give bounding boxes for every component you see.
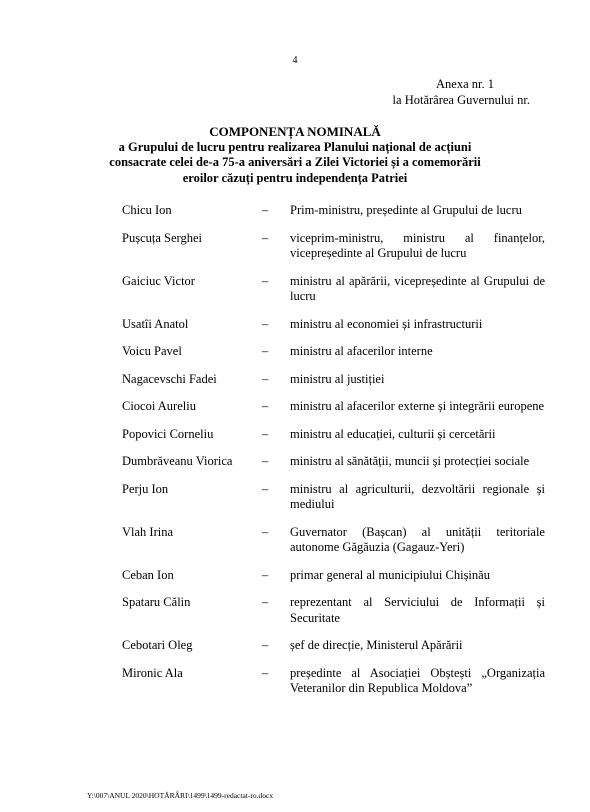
member-dash: – xyxy=(262,371,269,386)
member-row xyxy=(122,231,546,262)
member-dash: – xyxy=(262,638,269,652)
member-row xyxy=(122,399,546,415)
heading-line-2: consacrate celei de-a 75-a aniversări a Zilei Victoriei și a comemorării xyxy=(109,155,481,169)
member-dash: – xyxy=(262,567,269,582)
member-name: Vlah Irina xyxy=(122,524,174,539)
member-role: șef de direcție, Ministerul Apărării xyxy=(290,638,463,652)
member-dash: – xyxy=(262,595,269,609)
member-dash: – xyxy=(262,426,269,441)
member-row xyxy=(122,372,546,388)
member-row xyxy=(122,482,546,513)
member-row xyxy=(122,274,546,305)
member-name: Spataru Călin xyxy=(122,595,191,609)
member-role: ministru al apărării, vicepreședinte al Grupului de lucru xyxy=(290,273,545,303)
member-name: Popovici Corneliu xyxy=(122,426,214,441)
member-role: ministru al justiției xyxy=(290,371,385,386)
member-role: ministru al educației, culturii și cercetării xyxy=(290,426,496,441)
member-role: reprezentant al Serviciului de Informații și Securitate xyxy=(290,595,545,625)
member-row xyxy=(122,454,546,470)
member-dash: – xyxy=(262,665,269,680)
member-role: ministru al agriculturii, dezvoltării regionale și mediului xyxy=(290,481,545,511)
member-dash: – xyxy=(262,399,269,413)
file-path-footer: Y:\007\ANUL 2020\HOTĂRÂRI\1499\1499-redactat-ro.docx xyxy=(87,791,274,800)
document-title: COMPONENȚA NOMINALĂ xyxy=(209,124,381,139)
member-name: Perju Ion xyxy=(122,481,169,496)
member-role: viceprim-ministru, ministru al finanțelor, vicepreședinte al Grupului de lucru xyxy=(290,230,545,260)
member-name: Pușcuța Serghei xyxy=(122,230,202,245)
member-name: Nagacevschi Fadei xyxy=(122,371,217,386)
member-name: Mironic Ala xyxy=(122,665,183,680)
annex-decision-reference: la Hotărârea Guvernului nr. xyxy=(392,93,530,107)
member-name: Ciocoi Aureliu xyxy=(122,399,196,413)
member-role: ministru al afacerilor interne xyxy=(290,344,433,358)
member-row xyxy=(122,595,546,626)
members-list xyxy=(122,203,546,697)
member-dash: – xyxy=(262,481,269,496)
member-dash: – xyxy=(262,344,269,358)
member-name: Ceban Ion xyxy=(122,567,174,582)
annex-reference xyxy=(393,76,530,108)
member-role: ministru al afacerilor externe și integrării europene xyxy=(290,399,545,413)
member-dash: – xyxy=(262,524,269,539)
member-name: Usatîi Anatol xyxy=(122,316,189,331)
member-dash: – xyxy=(262,316,269,331)
member-role: ministru al economiei și infrastructurii xyxy=(290,316,483,331)
member-role: primar general al municipiului Chișinău xyxy=(290,567,490,582)
member-row xyxy=(122,666,546,697)
member-row xyxy=(122,525,546,556)
member-name: Voicu Pavel xyxy=(122,344,182,358)
member-role: președinte al Asociației Obștești „Organizația Veteranilor din Republica Moldova” xyxy=(290,665,545,695)
member-name: Cebotari Oleg xyxy=(122,638,193,652)
member-role: ministru al sănătății, muncii și protecției sociale xyxy=(290,454,530,468)
member-row xyxy=(122,317,546,333)
heading-line-3: eroilor căzuți pentru independența Patriei xyxy=(182,170,408,185)
member-name: Dumbrăveanu Viorica xyxy=(122,454,233,468)
member-name: Gaiciuc Victor xyxy=(122,273,195,288)
page-number: 4 xyxy=(292,55,298,66)
member-dash: – xyxy=(262,273,269,288)
member-row xyxy=(122,344,546,360)
member-row xyxy=(122,427,546,443)
member-dash: – xyxy=(262,230,269,245)
document-heading xyxy=(0,124,590,186)
member-role: Guvernator (Bașcan) al unității teritoriale autonome Găgăuzia (Gagauz-Yeri) xyxy=(290,524,545,554)
member-dash: – xyxy=(262,454,269,468)
member-dash: – xyxy=(262,203,269,217)
heading-line-1: a Grupului de lucru pentru realizarea Planului național de acțiuni xyxy=(118,139,472,154)
member-role: Prim-ministru, președinte al Grupului de lucru xyxy=(290,203,522,217)
member-name: Chicu Ion xyxy=(122,203,172,217)
member-row xyxy=(122,568,546,584)
member-row xyxy=(122,638,546,654)
member-row xyxy=(122,203,546,219)
annex-number: Anexa nr. 1 xyxy=(436,77,494,91)
